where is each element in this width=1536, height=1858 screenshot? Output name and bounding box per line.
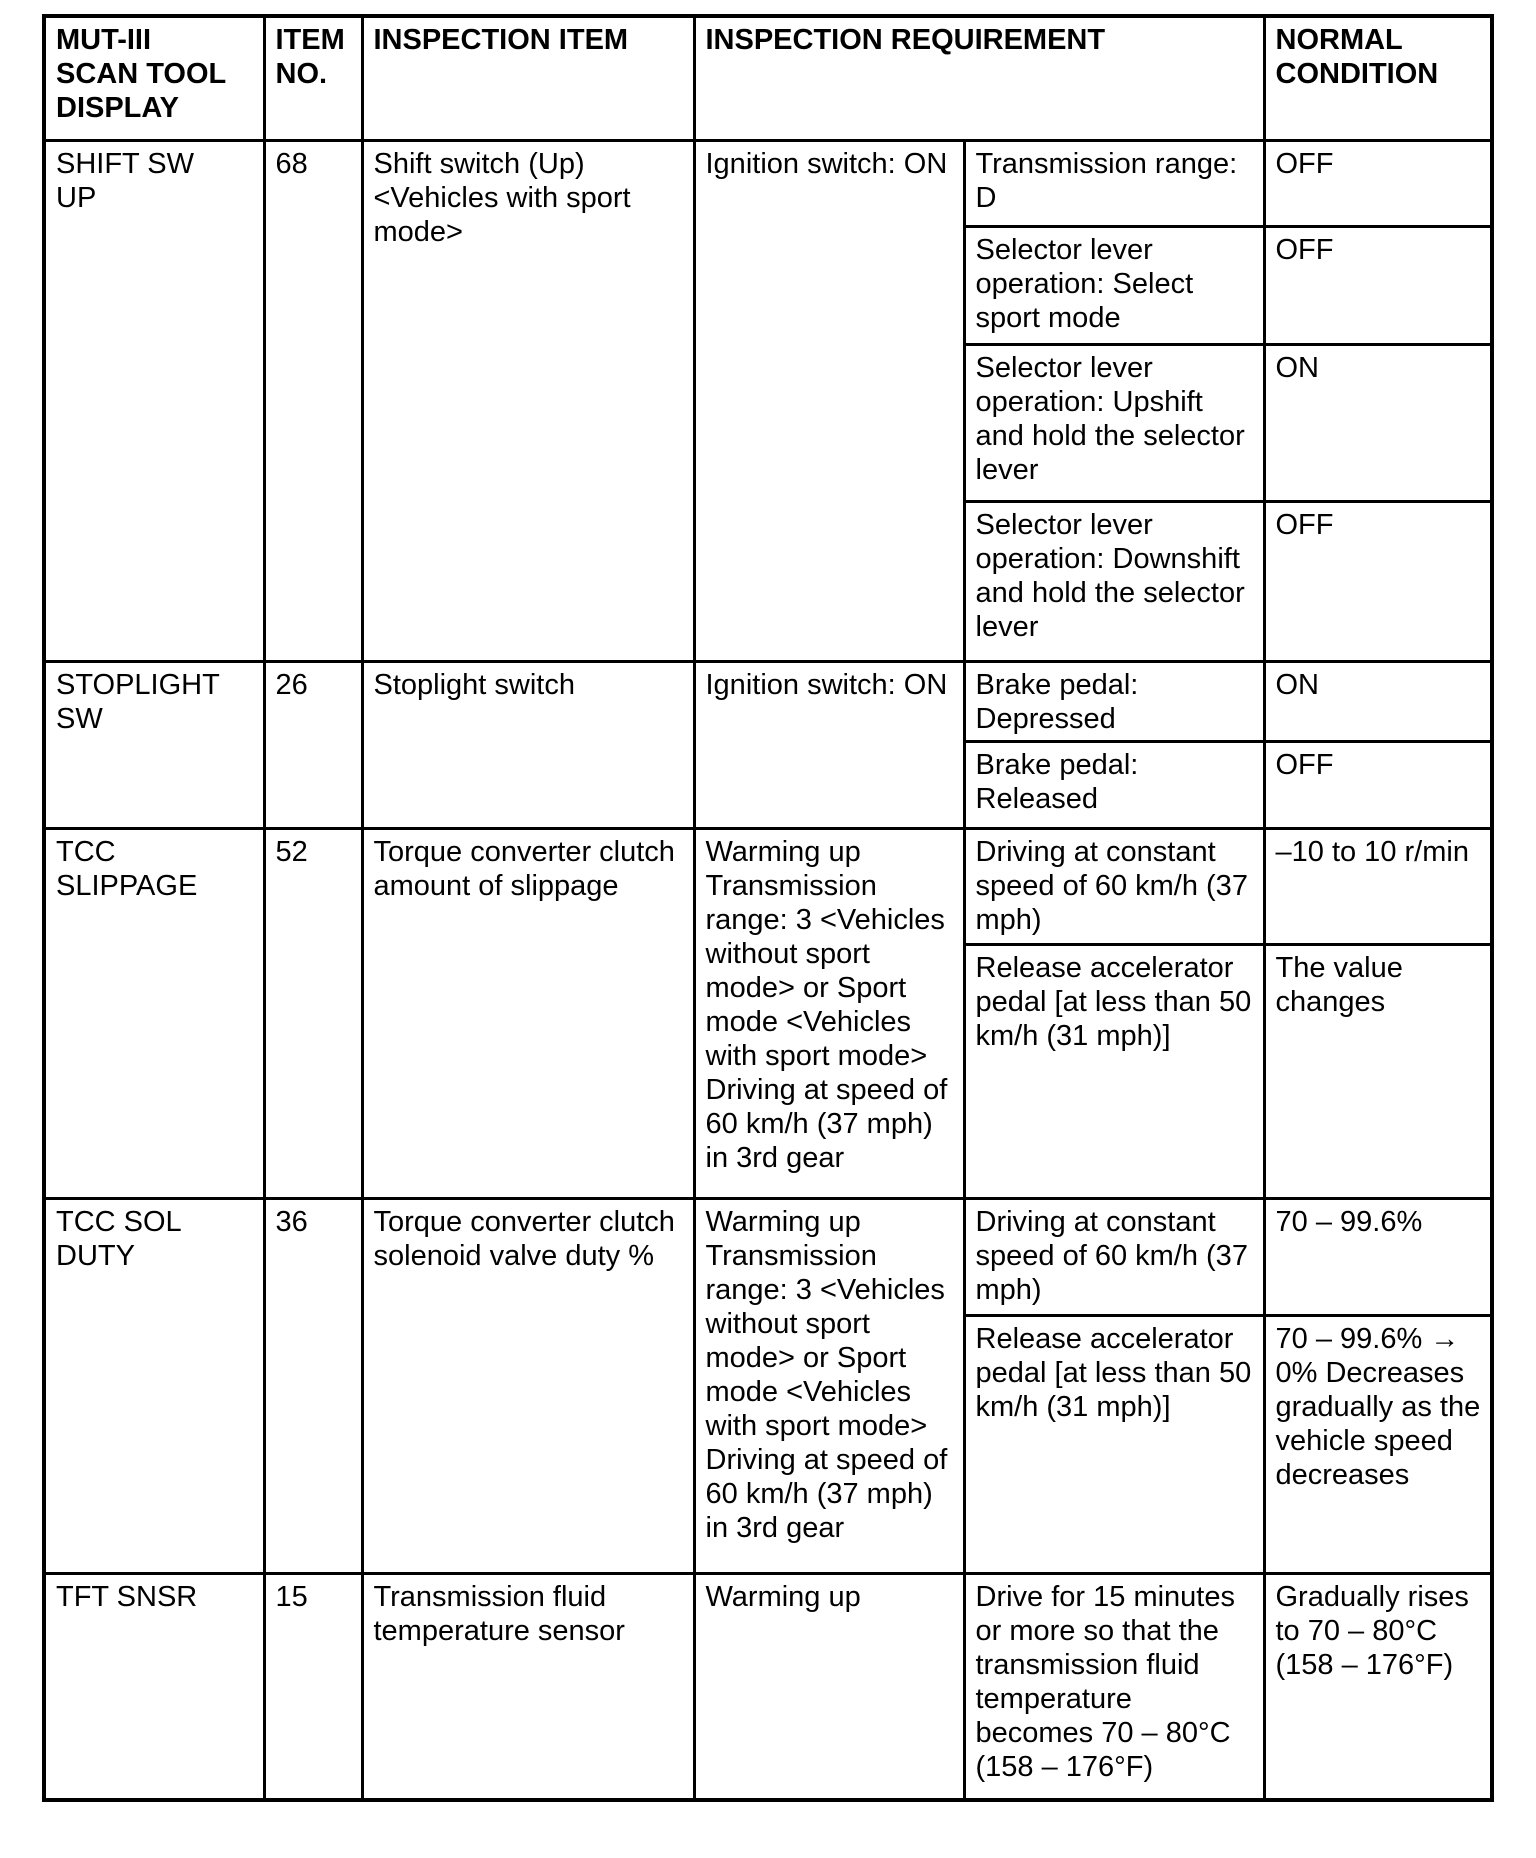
inspection-data-table [42,14,1494,1802]
cell-condition: Drive for 15 minutes or more so that the transmission fluid temperature becomes 70 – 80°C (158 – 176°F) [964,1573,1264,1800]
cell-display: TCC SLIPPAGE [44,828,264,1198]
table-row [44,828,1492,944]
cell-item-no: 36 [264,1198,362,1573]
cell-normal-condition: 70 – 99.6% [1264,1198,1492,1315]
cell-item-no: 26 [264,661,362,828]
header-inspection-item: INSPECTION ITEM [362,16,694,140]
table-row [44,140,1492,226]
cell-requirement: Warming up Transmission range: 3 <Vehicles without sport mode> or Sport mode <Vehicles with sport mode> Driving at speed of 60 km/h (37 mph) in 3rd gear [694,828,964,1198]
cell-condition: Brake pedal: Released [964,741,1264,828]
cell-display: STOPLIGHT SW [44,661,264,828]
cell-normal-condition: 70 – 99.6% → 0% Decreases gradually as the vehicle speed decreases [1264,1315,1492,1573]
cell-display: TFT SNSR [44,1573,264,1800]
table-row [44,1573,1492,1800]
cell-item-no: 52 [264,828,362,1198]
cell-display: TCC SOL DUTY [44,1198,264,1573]
header-item-no: ITEM NO. [264,16,362,140]
cell-condition: Release accelerator pedal [at less than 50 km/h (31 mph)] [964,1315,1264,1573]
cell-normal-condition: ON [1264,344,1492,501]
table-row [44,1198,1492,1315]
cell-inspection-item: Torque converter clutch solenoid valve duty % [362,1198,694,1573]
table-header-row [44,16,1492,140]
cell-condition: Driving at constant speed of 60 km/h (37 mph) [964,828,1264,944]
header-normal-condition: NORMAL CONDITION [1264,16,1492,140]
cell-normal-condition: OFF [1264,741,1492,828]
cell-inspection-item: Shift switch (Up) <Vehicles with sport mode> [362,140,694,661]
cell-condition: Selector lever operation: Upshift and hold the selector lever [964,344,1264,501]
cell-requirement: Ignition switch: ON [694,661,964,828]
cell-normal-condition: OFF [1264,226,1492,344]
cell-normal-condition: –10 to 10 r/min [1264,828,1492,944]
cell-requirement: Ignition switch: ON [694,140,964,661]
cell-normal-condition: OFF [1264,501,1492,661]
header-inspection-requirement: INSPECTION REQUIREMENT [694,16,1264,140]
cell-condition: Driving at constant speed of 60 km/h (37 mph) [964,1198,1264,1315]
table-row [44,661,1492,741]
cell-inspection-item: Torque converter clutch amount of slippage [362,828,694,1198]
cell-inspection-item: Transmission fluid temperature sensor [362,1573,694,1800]
cell-display: SHIFT SW UP [44,140,264,661]
cell-condition: Selector lever operation: Downshift and hold the selector lever [964,501,1264,661]
cell-normal-condition: Gradually rises to 70 – 80°C (158 – 176°F) [1264,1573,1492,1800]
cell-condition: Transmission range: D [964,140,1264,226]
cell-normal-condition: OFF [1264,140,1492,226]
cell-item-no: 68 [264,140,362,661]
cell-condition: Release accelerator pedal [at less than 50 km/h (31 mph)] [964,944,1264,1198]
cell-requirement: Warming up [694,1573,964,1800]
header-scan-tool-display: MUT-III SCAN TOOL DISPLAY [44,16,264,140]
cell-inspection-item: Stoplight switch [362,661,694,828]
cell-normal-condition: ON [1264,661,1492,741]
cell-condition: Selector lever operation: Select sport mode [964,226,1264,344]
cell-condition: Brake pedal: Depressed [964,661,1264,741]
cell-normal-condition: The value changes [1264,944,1492,1198]
cell-requirement: Warming up Transmission range: 3 <Vehicles without sport mode> or Sport mode <Vehicles with sport mode> Driving at speed of 60 km/h (37 mph) in 3rd gear [694,1198,964,1573]
cell-item-no: 15 [264,1573,362,1800]
